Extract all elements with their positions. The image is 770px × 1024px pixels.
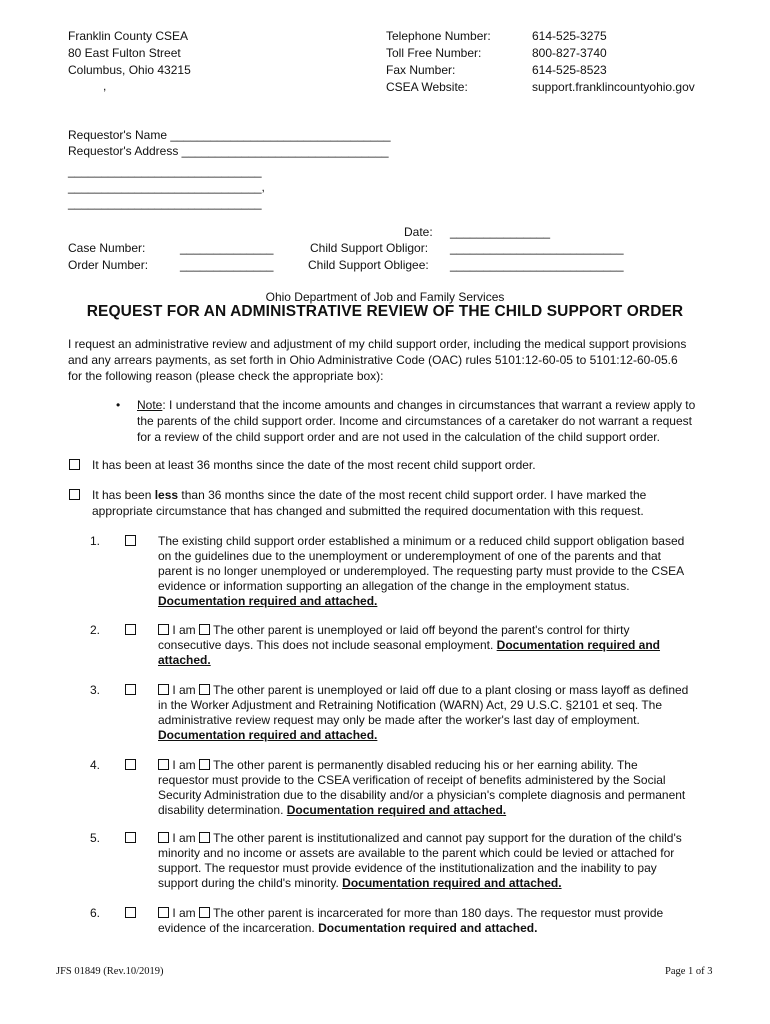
item-6-line-2: evidence of the incarceration. Documentation required and attached. xyxy=(158,921,538,935)
item-1-line-2: on the guidelines due to the unemployment or underemployment of one of the parents and that xyxy=(158,549,662,563)
item-4-line-3: Security Administration due to the disability and/or a physician's complete diagnosis and permanent xyxy=(158,788,686,802)
fax-value: 614-525-8523 xyxy=(532,63,607,77)
requestor-name-field[interactable]: Requestor's Name _________________________________ xyxy=(68,128,391,142)
page-number: Page 1 of 3 xyxy=(665,966,713,977)
item-6-iam-checkbox[interactable] xyxy=(158,907,169,918)
item-3-iam-checkbox[interactable] xyxy=(158,684,169,695)
obligor-field[interactable]: __________________________ xyxy=(450,241,624,255)
obligee-label: Child Support Obligee: xyxy=(308,258,429,272)
item-3-documentation: Documentation required and attached. xyxy=(158,728,378,742)
agency-comma: , xyxy=(103,79,107,93)
tollfree-label: Toll Free Number: xyxy=(386,46,482,60)
item-2-iam-checkbox[interactable] xyxy=(158,624,169,635)
item-2-other-checkbox[interactable] xyxy=(199,624,210,635)
item-4-other-checkbox[interactable] xyxy=(199,759,210,770)
agency-street: 80 East Fulton Street xyxy=(68,46,181,60)
website-value: support.franklincountyohio.gov xyxy=(532,80,695,94)
item-2-line-1: I am The other parent is unemployed or laid off beyond the parent's control for thirty xyxy=(158,622,629,638)
item-2-number: 2. xyxy=(90,623,101,637)
item-1-line-1: The existing child support order established a minimum or a reduced child support obligation based xyxy=(158,534,685,548)
item-3-checkbox[interactable] xyxy=(125,684,136,695)
item-6-line-1: I am The other parent is incarcerated for more than 180 days. The requestor must provide xyxy=(158,905,663,921)
option-36-months-checkbox[interactable] xyxy=(69,459,80,470)
item-3-other-checkbox[interactable] xyxy=(199,684,210,695)
item-4-checkbox[interactable] xyxy=(125,759,136,770)
option-less-36-text-2: appropriate circumstance that has changed and submitted the required documentation with this request. xyxy=(92,504,644,518)
item-5-checkbox[interactable] xyxy=(125,832,136,843)
item-2-line-2: consecutive days. This does not include seasonal employment. Documentation required and xyxy=(158,638,661,652)
obligee-field[interactable]: __________________________ xyxy=(450,258,624,272)
item-5-other-checkbox[interactable] xyxy=(199,832,210,843)
website-label: CSEA Website: xyxy=(386,80,468,94)
tollfree-value: 800-827-3740 xyxy=(532,46,607,60)
option-less-36-text: It has been less than 36 months since the date of the most recent child support order. I have marked the xyxy=(92,488,647,502)
obligor-label: Child Support Obligor: xyxy=(310,241,429,255)
case-number-label: Case Number: xyxy=(68,241,146,255)
note-line-1: Note: I understand that the income amounts and changes in circumstances that warrant a review apply to xyxy=(137,398,696,412)
item-5-line-2: minority and no income or assets are available to the parent which could be levied or attached for xyxy=(158,846,675,860)
item-4-line-2: requestor must provide to the CSEA verification of receipt of benefits administered by the Social xyxy=(158,773,666,787)
requestor-address-field[interactable]: Requestor's Address _______________________________ xyxy=(68,144,389,158)
item-5-line-4: support during the child's minority. Documentation required and attached. xyxy=(158,876,562,890)
telephone-label: Telephone Number: xyxy=(386,29,491,43)
item-2-documentation-end: attached. xyxy=(158,653,211,667)
item-1-documentation: Documentation required and attached. xyxy=(158,594,378,608)
agency-city: Columbus, Ohio 43215 xyxy=(68,63,191,77)
case-number-field[interactable]: ______________ xyxy=(180,241,274,255)
requestor-address-line4[interactable]: _____________________________ xyxy=(68,196,262,210)
item-2-checkbox[interactable] xyxy=(125,624,136,635)
agency-name: Franklin County CSEA xyxy=(68,29,189,43)
item-4-line-1: I am The other parent is permanently disabled reducing his or her earning ability. The xyxy=(158,757,638,773)
item-1-line-4: evidence or information supporting an allegation of the change in the employment status. xyxy=(158,579,630,593)
item-1-number: 1. xyxy=(90,534,101,548)
item-5-line-1: I am The other parent is institutionalized and cannot pay support for the duration of the child's xyxy=(158,830,682,846)
note-line-3: for a review of the child support order and are not used in the calculation of the child support order. xyxy=(137,430,660,444)
date-label: Date: xyxy=(404,225,433,239)
intro-line-2: and any arrears payments, as set forth in Ohio Administrative Code (OAC) rules 5101:12-60-05 to 5101:12-60-05.6 xyxy=(68,353,678,367)
item-4-iam-checkbox[interactable] xyxy=(158,759,169,770)
item-6-other-checkbox[interactable] xyxy=(199,907,210,918)
item-3-line-3: administrative review request may only be made after the worker's last day of employment. xyxy=(158,713,640,727)
item-6-checkbox[interactable] xyxy=(125,907,136,918)
requestor-address-line2[interactable]: _____________________________ xyxy=(68,164,262,178)
note-label: Note xyxy=(137,398,163,412)
bullet-icon: • xyxy=(116,398,121,412)
note-line-2: the parents of the child support order. Income and circumstances of a caretaker do not warrant a request xyxy=(137,414,692,428)
item-3-line-1: I am The other parent is unemployed or laid off due to a plant closing or mass layoff as defined xyxy=(158,682,688,698)
date-field[interactable]: _______________ xyxy=(450,225,551,239)
item-1-checkbox[interactable] xyxy=(125,535,136,546)
option-less-36-checkbox[interactable] xyxy=(69,489,80,500)
order-number-label: Order Number: xyxy=(68,258,149,272)
department-name: Ohio Department of Job and Family Services xyxy=(265,290,505,304)
item-3-line-2: in the Worker Adjustment and Retraining Notification (WARN) Act, 29 U.S.C. §2101 et seq. The xyxy=(158,698,663,712)
form-number: JFS 01849 (Rev.10/2019) xyxy=(56,966,164,977)
intro-line-3: for the following reason (please check the appropriate box): xyxy=(68,369,384,383)
item-5-line-3: support. The requestor must provide evidence of the institutionalization and the inability to pay xyxy=(158,861,657,875)
item-4-number: 4. xyxy=(90,758,101,772)
item-3-number: 3. xyxy=(90,683,101,697)
requestor-address-line3[interactable]: _____________________________, xyxy=(68,180,265,194)
order-number-field[interactable]: ______________ xyxy=(180,258,274,272)
item-1-line-3: parent is no longer unemployed or underemployed. The requesting party must provide to the CSEA xyxy=(158,564,685,578)
telephone-value: 614-525-3275 xyxy=(532,29,607,43)
item-6-number: 6. xyxy=(90,906,101,920)
option-36-months-text: It has been at least 36 months since the date of the most recent child support order. xyxy=(92,458,536,472)
item-4-line-4: disability determination. Documentation required and attached. xyxy=(158,803,507,817)
item-5-number: 5. xyxy=(90,831,101,845)
fax-label: Fax Number: xyxy=(386,63,456,77)
item-5-iam-checkbox[interactable] xyxy=(158,832,169,843)
intro-line-1: I request an administrative review and adjustment of my child support order, including the medical support provisions xyxy=(68,337,687,351)
page-title: REQUEST FOR AN ADMINISTRATIVE REVIEW OF THE CHILD SUPPORT ORDER xyxy=(86,303,684,320)
